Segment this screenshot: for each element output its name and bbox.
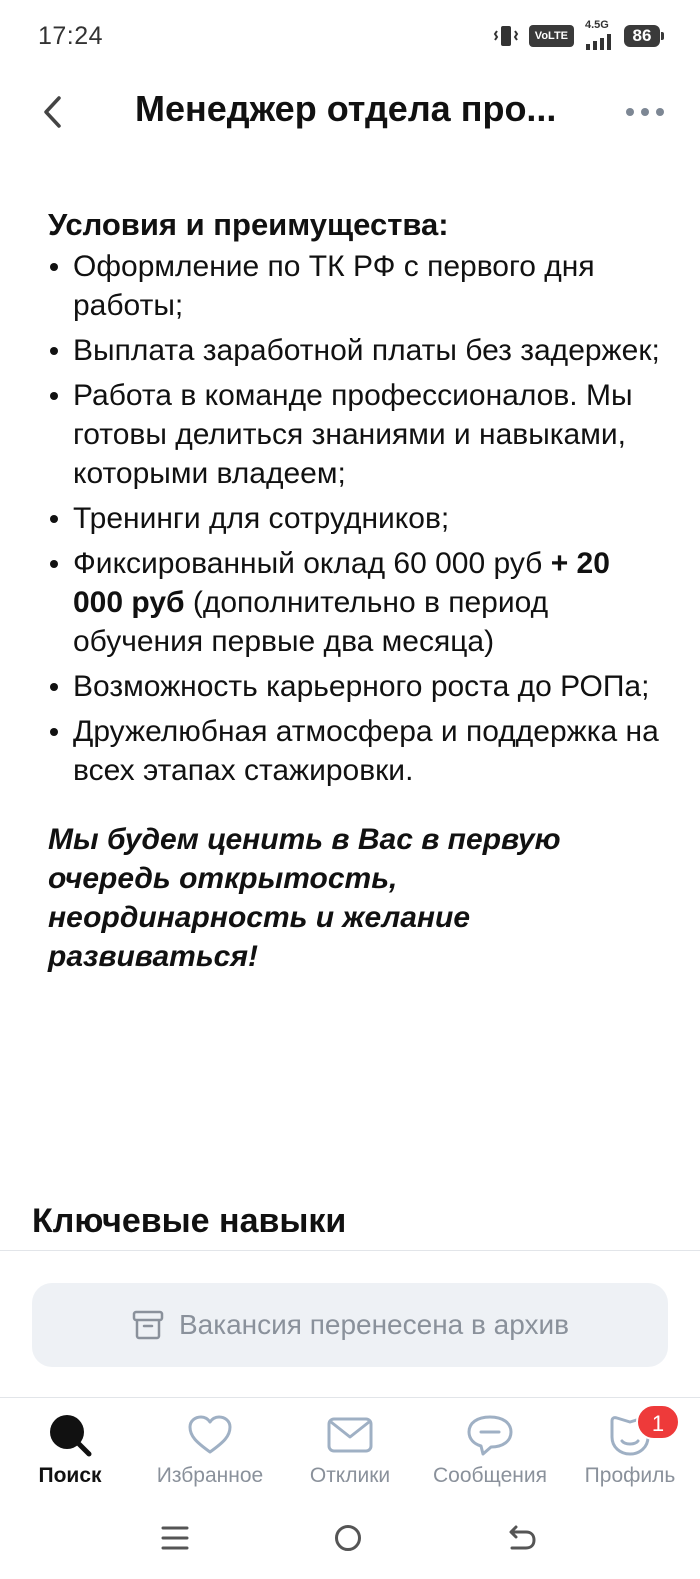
status-time: 17:24 (38, 22, 104, 50)
nav-label-messages: Сообщения (433, 1464, 547, 1487)
nav-item-profile[interactable] (560, 1398, 700, 1497)
signal-strength (584, 19, 614, 50)
home-circle-icon (333, 1523, 363, 1553)
list-item: Дружелюбная атмосфера и поддержка на всех этапах стажировки. (48, 712, 668, 790)
back-system-button[interactable] (497, 1513, 547, 1563)
status-icons (493, 19, 660, 50)
top-app-bar (0, 72, 700, 154)
archive-status-text: Вакансия перенесена в архив (178, 1309, 570, 1340)
list-item: Выплата заработной платы без задержек; (48, 331, 668, 370)
benefits-heading: Условия и преимущества: (48, 207, 449, 242)
search-icon (47, 1412, 93, 1458)
more-options-button[interactable] (620, 90, 670, 134)
list-item: Возможность карьерного роста до РОПа; (48, 667, 668, 706)
nav-label-favorites: Избранное (156, 1464, 264, 1487)
nav-label-responses: Отклики (309, 1464, 391, 1487)
battery-indicator: 86 (624, 25, 660, 47)
list-item: Тренинги для сотрудников; (48, 499, 668, 538)
benefits-list (48, 247, 668, 790)
salary-bonus-text: + 20 000 руб (73, 547, 610, 619)
nav-item-favorites[interactable] (140, 1398, 280, 1497)
status-bar (0, 0, 700, 72)
salary-text: Фиксированный оклад 60 000 руб (73, 547, 551, 580)
heart-icon (186, 1414, 234, 1456)
menu-lines-icon (160, 1525, 190, 1551)
closing-note: Мы будем ценить в Вас в первую очередь открытость, неординарность и желание развиваться! (48, 823, 561, 973)
chat-bubble-icon (465, 1413, 515, 1457)
key-skills-heading: Ключевые навыки (32, 1202, 347, 1240)
list-item: Оформление по ТК РФ с первого дня работы; (48, 247, 668, 325)
archive-box-icon (131, 1309, 165, 1341)
notification-badge: 1 (636, 1404, 680, 1440)
network-type-label: 4.5G (585, 19, 609, 31)
divider (0, 1250, 700, 1251)
list-item (48, 544, 668, 661)
salary-note-text: (дополнительно в период обучения первые два месяца) (73, 586, 549, 658)
volte-badge: VoLTE (529, 25, 574, 47)
vibrate-icon (493, 23, 519, 49)
nav-item-responses[interactable] (280, 1398, 420, 1497)
list-item: Работа в команде профессионалов. Мы готовы делиться знаниями и навыками, которыми владеем; (48, 376, 668, 493)
vacancy-description (48, 205, 668, 976)
page-title: Менеджер отдела про... (135, 88, 557, 129)
back-button[interactable] (30, 90, 74, 134)
more-dots-icon (625, 107, 665, 117)
archive-status-banner (32, 1283, 668, 1367)
nav-item-messages[interactable] (420, 1398, 560, 1497)
recent-apps-button[interactable] (150, 1513, 200, 1563)
nav-item-search[interactable] (0, 1398, 140, 1497)
system-navigation-bar (0, 1497, 700, 1579)
signal-bars-icon (584, 34, 614, 50)
bottom-navigation (0, 1397, 700, 1497)
nav-label-search: Поиск (38, 1464, 102, 1487)
back-arrow-icon (506, 1523, 538, 1553)
envelope-icon (326, 1416, 374, 1454)
nav-label-profile: Профиль (584, 1464, 676, 1487)
chevron-left-icon (40, 94, 64, 130)
home-button[interactable] (323, 1513, 373, 1563)
